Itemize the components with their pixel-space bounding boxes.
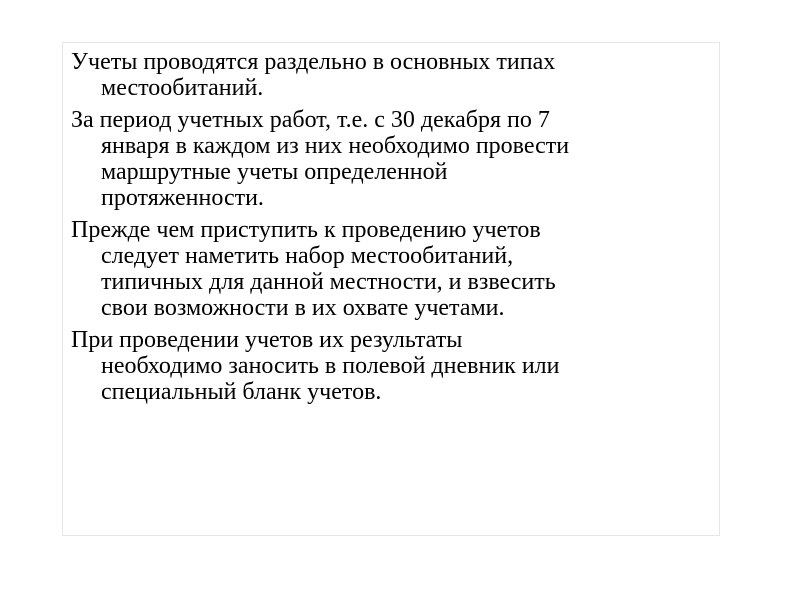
paragraph-2: За период учетных работ, т.е. с 30 декабря по 7 января в каждом из них необходимо провести маршрутные учеты определенной протяженности. (71, 107, 570, 211)
paragraph-3: Прежде чем приступить к проведению учетов следует наметить набор местообитаний, типичных для данной местности, и взвесить свои возможности в их охвате учетами. (71, 217, 556, 321)
paragraph-4: При проведении учетов их результаты необходимо заносить в полевой дневник или специальный бланк учетов. (71, 327, 560, 405)
text-content-box (62, 42, 720, 536)
paragraph-1: Учеты проводятся раздельно в основных типах местообитаний. (71, 49, 556, 101)
